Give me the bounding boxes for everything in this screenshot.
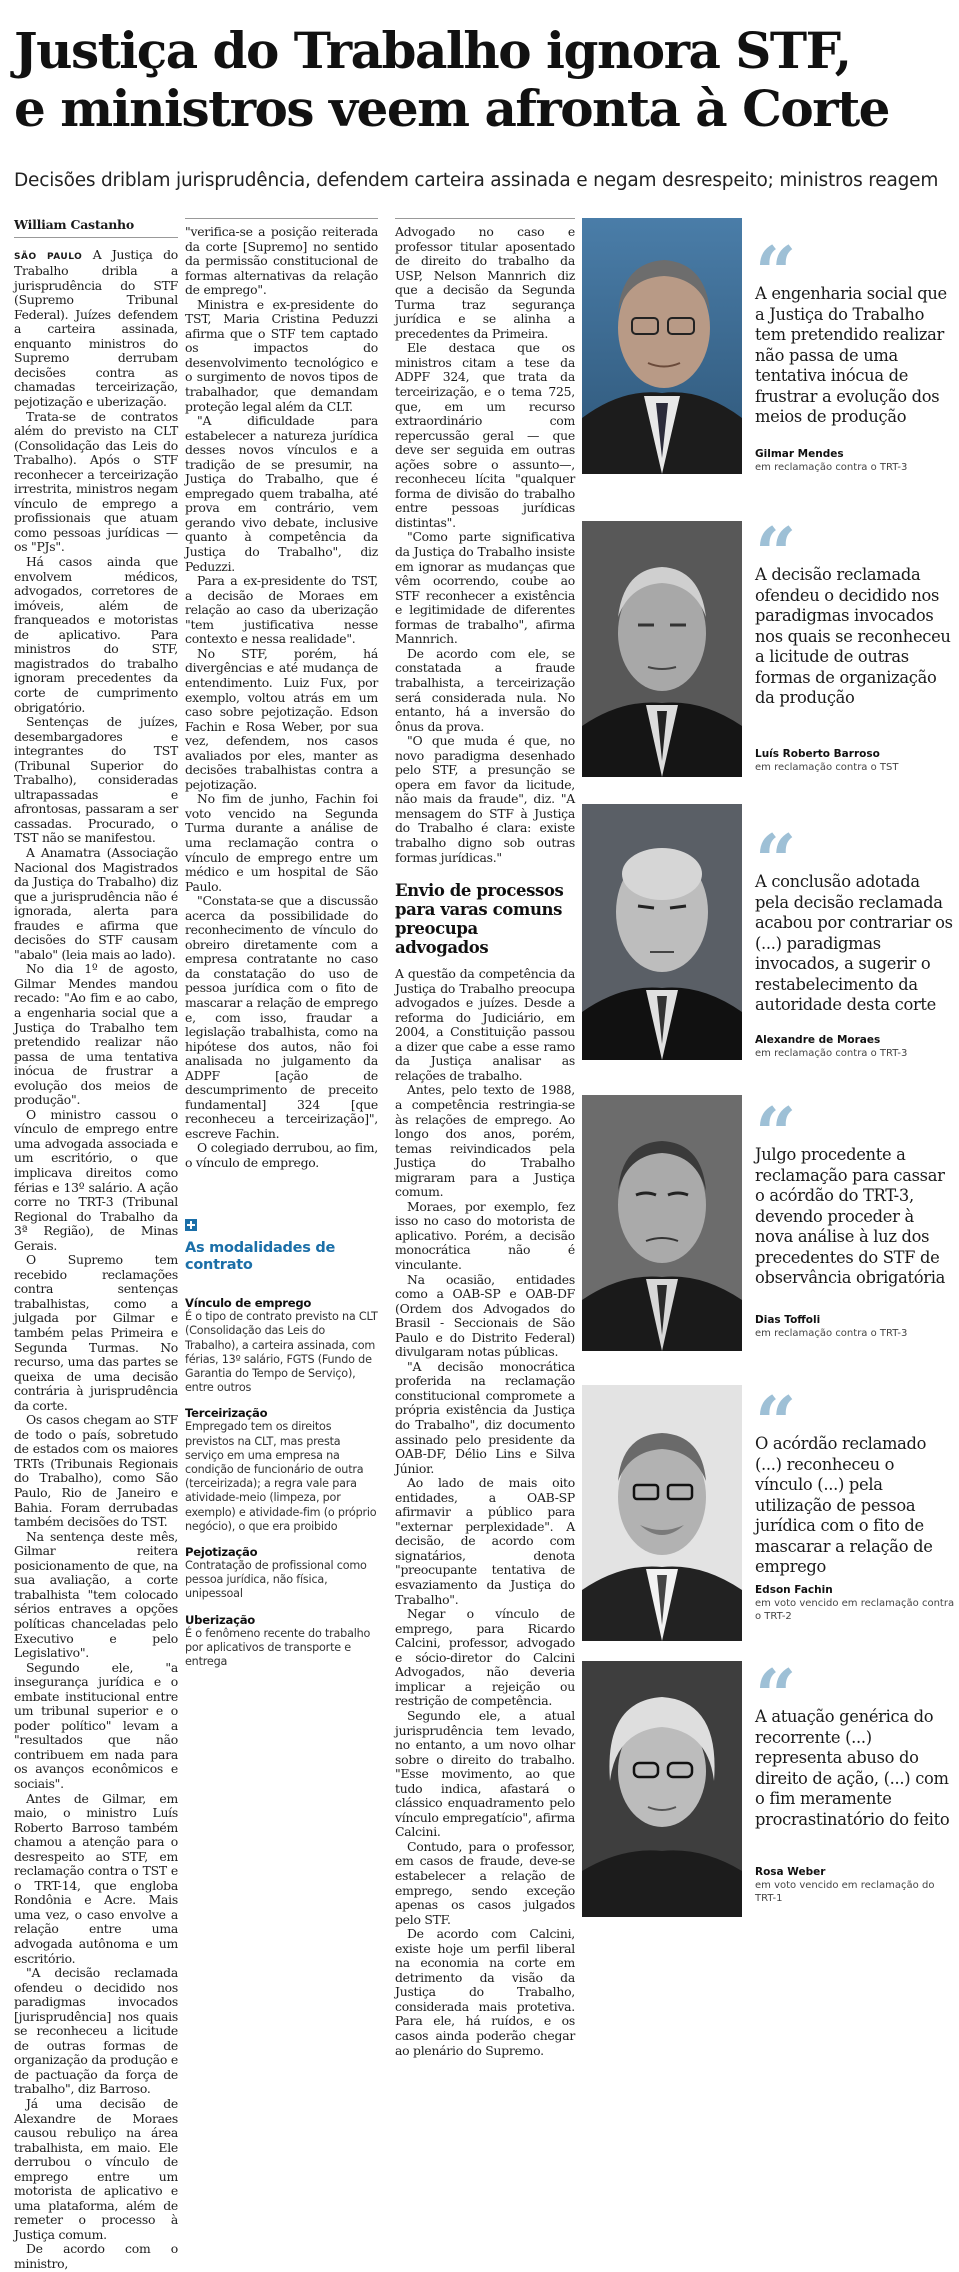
paragraph: Para a ex-presidente do TST, a decisão de Moraes em relação ao caso da uberização "tem justificativa nesse contexto e nessa realidade". (185, 573, 378, 647)
article-column-3 (395, 218, 575, 2058)
pull-quote (755, 230, 955, 428)
pull-quote (755, 1653, 955, 1830)
plus-icon (185, 1219, 197, 1231)
quote-mark-icon: “ (755, 1653, 793, 1738)
quote-text: O acórdão reclamado (...) reconheceu o vínculo (...) pela utilização de pessoa jurídica com o fito de mascarar a relação de emprego (755, 1434, 933, 1576)
paragraph: Ministra e ex-presidente do TST, Maria Cristina Peduzzi afirma que o STF tem captado os impactos do desenvolvimento tecnológico e o surgimento de novos tipos de trabalhador, que demandam proteção legal além da CLT. (185, 296, 378, 414)
quote-author: Rosa Weber (755, 1866, 826, 1878)
paragraph: "A decisão reclamada ofendeu o decidido nos paradigmas invocados [jurisprudência] nos quais se reconheceu a licitude de outras formas de organização da produção e de pactuação da força de trabalho", diz Barroso. (14, 1965, 178, 2097)
pull-quote (755, 1380, 955, 1578)
headline (14, 22, 944, 138)
paragraph: Ele destaca que os ministros citam a tese da ADPF 324, que trata da terceirização, e o tema 725, que, em um recurso extraordinário com repercussão geral — que deve ser seguida em outras ações sobre o assunto—, reconheceu lícita "qualquer forma de divisão do trabalho entre pessoas jurídicas distintas". (395, 340, 575, 530)
quote-author: Gilmar Mendes (755, 448, 844, 460)
paragraph: Já uma decisão de Alexandre de Moraes causou rebuliço na área trabalhista, em maio. Ele derrubou o vínculo de emprego entre um motorista de aplicativo e uma plataforma, além de remeter o processo à Justiça comum. (14, 2096, 178, 2242)
paragraph: Sentenças de juízes, desembargadores e integrantes do TST (Tribunal Superior do Trabalho), consideradas ultrapassadas e afrontosas, passaram a ser cassadas. Procurado, o TST não se manifestou. (14, 714, 178, 846)
paragraph: Antes, pelo texto de 1988, a competência restringia-se às relações de emprego. Ao longo dos anos, porém, temas reivindicados pela Justiça do Trabalho migraram para a Justiça comum. (395, 1082, 575, 1200)
quote-context: em reclamação contra o TRT-3 (755, 1048, 908, 1059)
portrait-photo (582, 521, 742, 777)
paragraph: No dia 1º de agosto, Gilmar Mendes mandou recado: "Ao fim e ao cabo, a engenharia social que a Justiça do Trabalho tem pretendido realizar não passa de uma tentativa inócua de frustrar a evolução dos meios de produção". (14, 961, 178, 1108)
portrait-photo (582, 804, 742, 1060)
paragraph: "A dificuldade para estabelecer a natureza jurídica desses novos vínculos e a tradição de se presumir, na Justiça do Trabalho, que é empregado quem trabalha, até prova em contrário, vem gerando vivo debate, inclusive quanto à competência da Justiça do Trabalho", diz Peduzzi. (185, 413, 378, 574)
paragraph: Há casos ainda que envolvem médicos, advogados, corretores de imóveis, além de franqueados e motoristas de aplicativo. Para ministros do STF, magistrados do trabalho ignoram precedentes da corte de cumprimento obrigatório. (14, 554, 178, 715)
section-subheading: Envio de processos para varas comuns preocupa advogados (395, 881, 564, 958)
box-item (185, 1406, 378, 1534)
dateline: SÃO PAULO (14, 251, 83, 262)
box-item (185, 1296, 378, 1395)
paragraph: Segundo ele, a atual jurisprudência tem levado, no entanto, a um novo olhar sobre o direito do trabalho. "Esse movimento, ao que tudo indica, afastará o clássico enquadramento pelo vínculo empregatício", afirma Calcini. (395, 1707, 575, 1840)
paragraph: Na ocasião, entidades como a OAB-SP e OAB-DF (Ordem dos Advogados do Brasil - Seccionais de São Paulo e do Distrito Federal) divulgaram notas públicas. (395, 1271, 575, 1360)
paragraph: Segundo ele, "a insegurança jurídica e o embate institucional entre um tribunal superior e o poder político" levam a "resultados que não contribuem em nada para os avanços econômicos e sociais". (14, 1659, 178, 1791)
box-term: Uberização (185, 1612, 256, 1627)
paragraph: O ministro cassou o vínculo de emprego entre uma advogada associada e um escritório, o que implicava direitos como férias e 13º salário. A ação corre no TRT-3 (Tribunal Regional do Trabalho da 3ª Região), de Minas Gerais. (14, 1106, 178, 1253)
headline-line-1: Justiça do Trabalho ignora STF, (14, 21, 851, 80)
box-term: Vínculo de emprego (185, 1296, 312, 1311)
column-rule (395, 218, 575, 219)
paragraph: Trata-se de contratos além do previsto na CLT (Consolidação das Leis do Trabalho). Após o STF reconhecer a terceirização irrestrita, ministros negam vínculo de emprego a profissionais que atuam como pessoas jurídicas — os "PJs". (14, 408, 178, 555)
box-term: Pejotização (185, 1544, 258, 1559)
paragraph: O colegiado derrubou, ao fim, o vínculo de emprego. (185, 1140, 378, 1170)
quote-context: em voto vencido em reclamação do TRT-1 (755, 1880, 935, 1904)
paragraph: Na sentença deste mês, Gilmar reitera posicionamento de que, na sua avaliação, a corte trabalhista "tem colocado sérios entraves a opções políticas chanceladas pelo Executivo e pelo Legislativo". (14, 1528, 178, 1661)
paragraph: No fim de junho, Fachin foi voto vencido na Segunda Turma durante a análise de uma reclamação contra o vínculo de emprego entre um médico e um hospital de São Paulo. (185, 791, 378, 894)
portrait-photo (582, 1661, 742, 1917)
paragraph: "verifica-se a posição reiterada da corte [Supremo] no sentido da permissão constitucional de formas alternativas da relação de emprego". (185, 224, 378, 298)
quote-context: em reclamação contra o TST (755, 762, 899, 773)
portrait-photo (582, 1385, 742, 1641)
quote-mark-icon: “ (755, 1091, 793, 1176)
column-rule (185, 218, 378, 219)
box-definition: Empregado tem os direitos previstos na CLT, mas presta serviço em uma empresa na condição de funcionário de outra (terceirizada); a regra vale para atividade-meio (limpeza, por exemplo) e atividade-fim (o próprio negócio), o que era proibido (185, 1420, 377, 1533)
quote-mark-icon: “ (755, 1380, 793, 1465)
pull-quote (755, 511, 955, 709)
quote-text: A engenharia social que a Justiça do Trabalho tem pretendido realizar não passa de uma tentativa inócua de frustrar a evolução dos meios de produção (755, 284, 947, 426)
paragraph: Os casos chegam ao STF de todo o país, sobretudo de estados com os maiores TRTs (Tribunais Regionais do Trabalho), como São Paulo, Rio de Janeiro e Bahia. Foram derrubadas também decisões do TST. (14, 1412, 178, 1530)
box-definition: Contratação de profissional como pessoa jurídica, não física, unipessoal (185, 1558, 367, 1601)
byline: William Castanho (14, 218, 178, 238)
box-definition: É o tipo de contrato previsto na CLT (Consolidação das Leis do Trabalho), a carteira assinada, com férias, 13º salário, FGTS (Fundo de Garantia do Tempo de Serviço), entre outros (185, 1310, 378, 1395)
paragraph: "A decisão monocrática proferida na reclamação constitucional compromete a própria existência da Justiça do Trabalho", diz documento assinado pelo presidente da OAB-DF, Délio Lins e Silva Júnior. (395, 1358, 575, 1476)
quote-author: Luís Roberto Barroso (755, 748, 880, 760)
paragraph: De acordo com ele, se constatada a fraude trabalhista, a terceirização será considerada nula. No entanto, há a inversão do ônus da prova. (395, 645, 575, 734)
paragraph: Negar o vínculo de emprego, para Ricardo Calcini, professor, advogado e sócio-diretor do Calcini Advogados, não deveria implicar a rejeição ou restrição de competência. (395, 1606, 575, 1709)
quote-author: Alexandre de Moraes (755, 1034, 881, 1046)
quote-mark-icon: “ (755, 818, 793, 903)
paragraph: "Constata-se que a discussão acerca da possibilidade do reconhecimento de vínculo do obreiro diretamente com a empresa contratante no caso da constatação do uso de pessoa jurídica com o fito de mascarar a relação de emprego e, com isso, fraudar a legislação trabalhista, como na hipótese dos autos, não foi analisada no julgamento da ADPF [ação de descumprimento de preceito fundamental] 324 [que reconheceu a terceirização]", escreve Fachin. (185, 893, 378, 1141)
paragraph: Contudo, para o professor, em casos de fraude, deve-se estabelecer a relação de emprego, sendo exceção apenas os casos julgados pelo STF. (395, 1838, 575, 1927)
box-title: As modalidades de contrato (185, 1240, 336, 1274)
quote-mark-icon: “ (755, 230, 793, 315)
quote-text: Julgo procedente a reclamação para cassar o acórdão do TRT-3, devendo proceder à nova análise à luz dos precedentes do STF de observância obrigatória (755, 1145, 946, 1287)
quote-text: A conclusão adotada pela decisão reclamada acabou por contrariar os (...) paradigmas invocados, a sugerir o restabelecimento da autoridade desta corte (755, 872, 953, 1014)
portrait-photo (582, 1095, 742, 1351)
article-column-2 (185, 218, 378, 1923)
quote-author: Edson Fachin (755, 1584, 833, 1596)
quote-context: em voto vencido em reclamação contra o TRT-2 (755, 1598, 955, 1622)
paragraph: A Anamatra (Associação Nacional dos Magistrados da Justiça do Trabalho) diz que a jurisprudência não é ignorada, alerta para fraudes e afirma que decisões do STF causam "abalo" (leia mais ao lado). (14, 844, 178, 962)
box-item (185, 1545, 378, 1602)
paragraph: "Como parte significativa da Justiça do Trabalho insiste em ignorar as mudanças que vêm ocorrendo, coube ao STF reconhecer a existência e legitimidade de diferentes formas de trabalho", afirma Mannrich. (395, 529, 575, 647)
subheadline: Decisões driblam jurisprudência, defendem carteira assinada e negam desrespeito; ministros reagem (14, 170, 939, 191)
quote-mark-icon: “ (755, 511, 793, 596)
headline-line-2: e ministros veem afronta à Corte (14, 79, 889, 138)
paragraph: A questão da competência da Justiça do Trabalho preocupa advogados e juízes. Desde a reforma do Judiciário, em 2004, a Constituição passou a dizer que cabe a esse ramo da Justiça analisar as relações de trabalho. (395, 966, 575, 1083)
box-item (185, 1613, 378, 1670)
portrait-photo (582, 218, 742, 474)
quote-text: A atuação genérica do recorrente (...) representa abuso do direito de ação, (...) com o fim meramente procrastinatório do feito (755, 1707, 950, 1829)
paragraph: No STF, porém, há divergências e até mudança de entendimento. Luiz Fux, por exemplo, voltou atrás em um caso sobre pejotização. Edson Fachin e Rosa Weber, por sua vez, defendem, nos casos avaliados por eles, manter as decisões trabalhistas contra a pejotização. (185, 645, 378, 792)
paragraph: Ao lado de mais oito entidades, a OAB-SP afirmavir a público para "externar perplexidade". A decisão, de acordo com signatários, denota "preocupante tentativa de esvaziamento da Justiça do Trabalho". (395, 1475, 575, 1607)
pull-quote (755, 818, 955, 1016)
pull-quote (755, 1091, 955, 1289)
sidebar-box (185, 1219, 378, 1670)
paragraph: Moraes, por exemplo, fez isso no caso do motorista de aplicativo. Porém, a decisão monocrática não é vinculante. (395, 1198, 575, 1272)
paragraph: O Supremo tem recebido reclamações contra sentenças trabalhistas, como a julgada por Gilmar e também pelas Primeira e Segunda Turmas. No recurso, uma das partes se queixa de uma decisão contrária à jurisprudência da corte. (14, 1252, 178, 1413)
box-definition: É o fenômeno recente do trabalho por aplicativos de transporte e entrega (185, 1626, 371, 1668)
box-term: Terceirização (185, 1406, 268, 1421)
paragraph: SÃO PAULO A Justiça do Trabalho dribla a jurisprudência do STF (Supremo Tribunal Federal). Juízes defendem a carteira assinada, enquanto ministros do Supremo derrubam decisões contra as chamadas terceirização, pejotização e uberização. (14, 246, 178, 410)
paragraph: "O que muda é que, no novo paradigma desenhado pelo STF, a presunção se opera em favor da licitude, não mais da fraude", diz. "A mensagem do STF à Justiça do Trabalho é clara: existe trabalho digno sob outras formas jurídicas." (395, 733, 575, 865)
paragraph: De acordo com o ministro, (14, 2241, 178, 2272)
paragraph: De acordo com Calcini, existe hoje um perfil liberal na economia na corte em detrimento da visão da Justiça do Trabalho, considerada mais protetiva. Para ele, há ruídos, e os casos ainda poderão chegar ao plenário do Supremo. (395, 1926, 575, 2058)
quote-text: A decisão reclamada ofendeu o decidido nos paradigmas invocados nos quais se reconheceu a licitude de outras formas de organização da produção (755, 565, 951, 707)
quote-context: em reclamação contra o TRT-3 (755, 462, 908, 473)
quote-author: Dias Toffoli (755, 1314, 821, 1326)
paragraph: Antes de Gilmar, em maio, o ministro Luís Roberto Barroso também chamou a atenção para o desrespeito ao STF, em reclamação contra o TST e o TRT-14, que engloba Rondônia e Acre. Mais uma vez, o caso envolve a relação entre uma advogada autônoma e um escritório. (14, 1790, 178, 1966)
quote-context: em reclamação contra o TRT-3 (755, 1328, 908, 1339)
paragraph: Advogado no caso e professor titular aposentado de direito do trabalho da USP, Nelson Mannrich diz que a decisão da Segunda Turma traz segurança jurídica e se alinha a precedentes da Primeira. (395, 224, 575, 341)
article-column-1 (14, 217, 178, 2272)
